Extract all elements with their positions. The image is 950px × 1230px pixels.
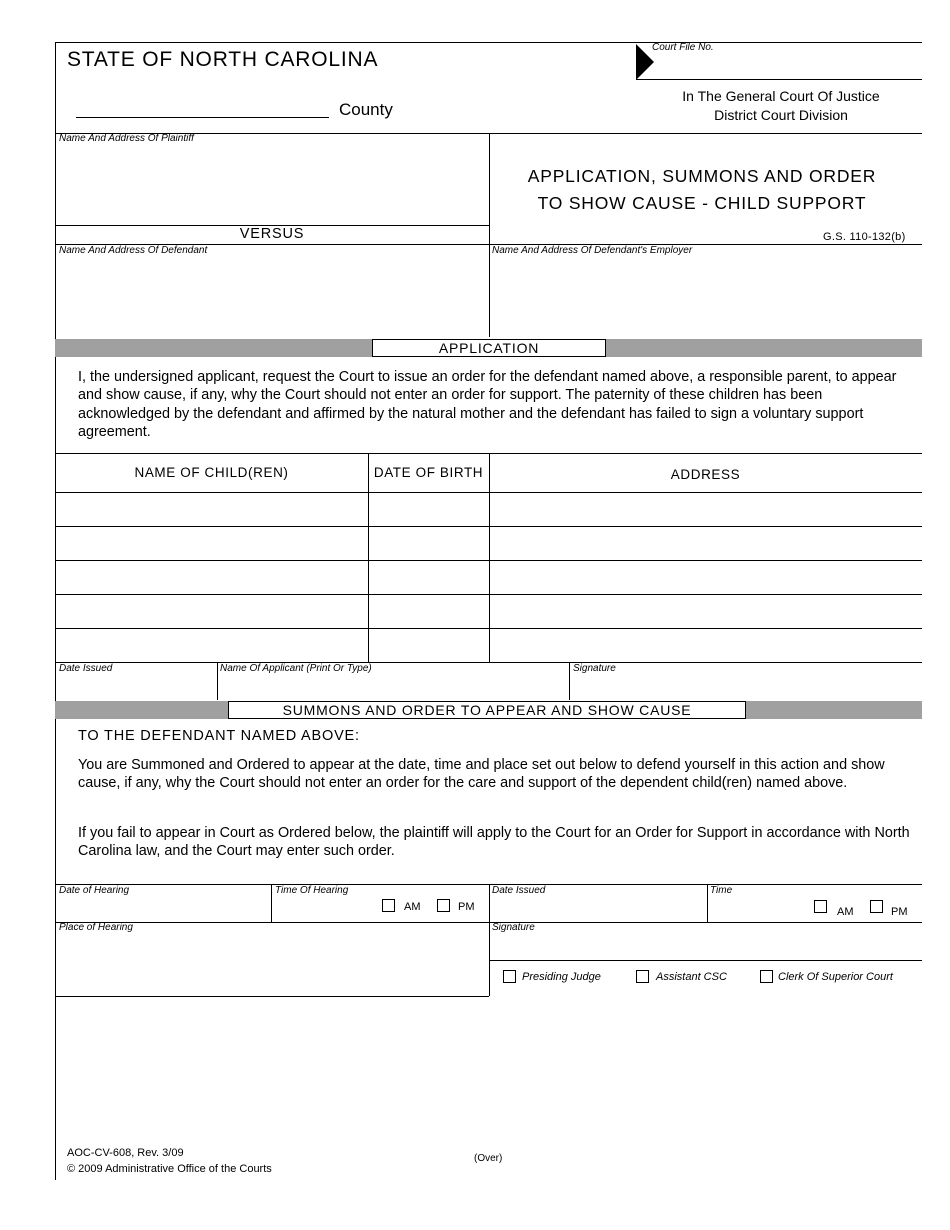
hearing-divider-1	[271, 884, 272, 922]
presiding-judge-label: Presiding Judge	[522, 971, 601, 983]
table-row	[55, 561, 922, 594]
hearing-am-checkbox[interactable]	[382, 899, 395, 912]
table-row	[55, 595, 922, 628]
employer-field[interactable]	[490, 260, 921, 336]
app-signature-field[interactable]	[570, 677, 921, 699]
table-row	[55, 629, 922, 662]
time-am-checkbox[interactable]	[814, 900, 827, 913]
defendant-field[interactable]	[56, 260, 488, 336]
child-name-cell[interactable]	[59, 501, 364, 521]
plaintiff-label: Name And Address Of Plaintiff	[59, 133, 194, 144]
court-file-blank[interactable]	[636, 79, 922, 80]
court-file-label: Court File No.	[652, 42, 714, 53]
time-of-hearing-label: Time Of Hearing	[275, 885, 349, 896]
application-band-left	[55, 339, 372, 357]
court-name-line1: In The General Court Of Justice	[682, 88, 880, 104]
plaintiff-field[interactable]	[56, 148, 488, 224]
summons-date-issued-field[interactable]	[490, 899, 706, 921]
summons-heading: SUMMONS AND ORDER TO APPEAR AND SHOW CAUSE	[228, 701, 746, 719]
application-text: I, the undersigned applicant, request the Court to issue an order for the defendant named above, a responsible parent, to appear and show cause, if any, why the Court should not enter an order for support. The paternity of these children has been acknowledged by the defendant and affirmed by the natural mother and the defendant has failed to sign a voluntary support agreement.	[78, 369, 897, 440]
child-address-cell[interactable]	[493, 637, 918, 657]
assistant-csc-checkbox[interactable]	[636, 970, 649, 983]
app-signature-label: Signature	[573, 663, 616, 674]
clerk-checkbox[interactable]	[760, 970, 773, 983]
col-header-address: ADDRESS	[670, 467, 741, 482]
application-band-right	[606, 339, 922, 357]
app-date-issued-field[interactable]	[56, 677, 216, 699]
child-dob-cell[interactable]	[372, 535, 485, 555]
child-address-cell[interactable]	[493, 535, 918, 555]
child-name-cell[interactable]	[59, 603, 364, 623]
hearing-divider-3	[707, 884, 708, 922]
summons-band-right	[746, 701, 922, 719]
time-pm-label: PM	[891, 906, 908, 918]
col-header-dob: DATE OF BIRTH	[373, 465, 484, 480]
summons-signature-label: Signature	[492, 922, 535, 933]
state-title: STATE OF NORTH CAROLINA	[67, 48, 379, 71]
table-row-rule	[55, 662, 922, 663]
form-title-line2: TO SHOW CAUSE - CHILD SUPPORT	[537, 193, 867, 213]
summons-bottom-rule	[55, 996, 489, 997]
court-name-line2: District Court Division	[714, 107, 848, 123]
time-am-label: AM	[837, 906, 854, 918]
form-title-line1: APPLICATION, SUMMONS AND ORDER	[527, 166, 877, 186]
child-dob-cell[interactable]	[372, 501, 485, 521]
child-address-cell[interactable]	[493, 603, 918, 623]
employer-label: Name And Address Of Defendant's Employer	[492, 245, 693, 256]
form-title	[489, 163, 915, 217]
child-dob-cell[interactable]	[372, 637, 485, 657]
col-header-name: NAME OF CHILD(REN)	[134, 465, 289, 480]
to-defendant-heading: TO THE DEFENDANT NAMED ABOVE:	[78, 728, 360, 744]
child-dob-cell[interactable]	[372, 569, 485, 589]
hearing-mid-rule	[55, 922, 922, 923]
place-of-hearing-field[interactable]	[56, 937, 488, 995]
application-heading: APPLICATION	[372, 339, 606, 357]
form-id: AOC-CV-608, Rev. 3/09	[67, 1147, 184, 1159]
applicant-name-label: Name Of Applicant (Print Or Type)	[220, 663, 372, 674]
applicant-name-field[interactable]	[218, 677, 568, 699]
county-label: County	[339, 100, 393, 119]
summons-paragraph-2: If you fail to appear in Court as Ordered below, the plaintiff will apply to the Court for an Order for Support in accordance with North Carolina law, and the Court may enter such order.	[78, 825, 910, 860]
table-row	[55, 527, 922, 560]
statute-reference: G.S. 110-132(b)	[823, 231, 906, 243]
summons-band-left	[55, 701, 228, 719]
court-name	[640, 87, 922, 125]
child-name-cell[interactable]	[59, 535, 364, 555]
place-of-hearing-label: Place of Hearing	[59, 922, 133, 933]
page-top-rule	[55, 42, 922, 43]
child-address-cell[interactable]	[493, 501, 918, 521]
summons-paragraph-1: You are Summoned and Ordered to appear at the date, time and place set out below to defend yourself in this action and show cause, if any, why the Court should not enter an order for the care and support of the dependent child(ren) named above.	[78, 757, 885, 792]
hearing-am-label: AM	[404, 901, 421, 913]
table-row	[55, 493, 922, 526]
summons-date-issued-label: Date Issued	[492, 885, 546, 896]
county-blank[interactable]	[76, 117, 329, 118]
app-date-issued-label: Date Issued	[59, 663, 113, 674]
clerk-label: Clerk Of Superior Court	[778, 971, 893, 983]
summons-signature-field[interactable]	[490, 937, 921, 959]
child-address-cell[interactable]	[493, 569, 918, 589]
child-name-cell[interactable]	[59, 569, 364, 589]
time-label: Time	[710, 885, 733, 896]
over-indicator: (Over)	[474, 1153, 503, 1164]
date-of-hearing-label: Date of Hearing	[59, 885, 130, 896]
hearing-pm-checkbox[interactable]	[437, 899, 450, 912]
defendant-label: Name And Address Of Defendant	[59, 245, 208, 256]
copyright: © 2009 Administrative Office of the Courts	[67, 1163, 272, 1175]
signature-rule	[489, 960, 922, 961]
date-of-hearing-field[interactable]	[56, 899, 270, 921]
child-dob-cell[interactable]	[372, 603, 485, 623]
hearing-pm-label: PM	[458, 901, 475, 913]
presiding-judge-checkbox[interactable]	[503, 970, 516, 983]
assistant-csc-label: Assistant CSC	[656, 971, 727, 983]
time-pm-checkbox[interactable]	[870, 900, 883, 913]
versus-label: VERSUS	[239, 226, 305, 242]
child-name-cell[interactable]	[59, 637, 364, 657]
